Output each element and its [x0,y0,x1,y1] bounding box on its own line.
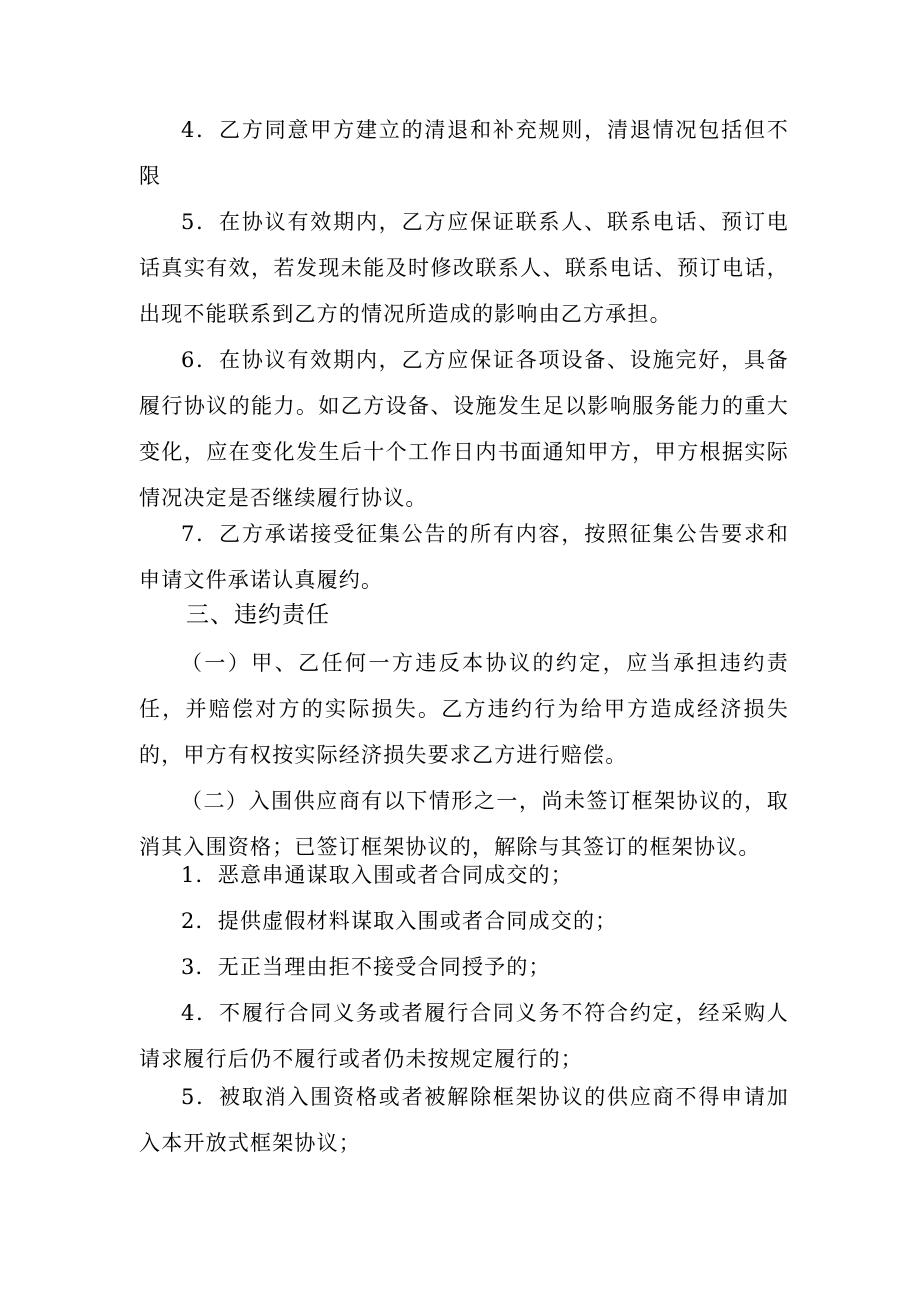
clause-4-paragraph: 4．乙方同意甲方建立的清退和补充规则，清退情况包括但不限 [139,118,789,188]
clause-5-paragraph: 5．在协议有效期内，乙方应保证联系人、联系电话、预订电话真实有效，若发现未能及时修改联系人、联系电话、预订电话，出现不能联系到乙方的情况所造成的影响由乙方承担。 [139,210,789,326]
case-3-paragraph: 3．无正当理由拒不接受合同授予的； [181,955,551,979]
breach-item-2-paragraph: （二）入围供应商有以下情形之一，尚未签订框架协议的，取消其入围资格；已签订框架协议的，解除与其签订的框架协议。 [139,789,789,859]
case-2-paragraph: 2．提供虚假材料谋取入围或者合同成交的； [181,909,618,933]
clause-6-paragraph: 6．在协议有效期内，乙方应保证各项设备、设施完好，具备履行协议的能力。如乙方设备、设施发生足以影响服务能力的重大变化，应在变化发生后十个工作日内书面通知甲方，甲方根据实际情况决定是否继续履行协议。 [139,348,789,510]
clause-7-paragraph: 7．乙方承诺接受征集公告的所有内容，按照征集公告要求和申请文件承诺认真履约。 [139,522,789,592]
section-heading-breach-liability: 三、违约责任 [186,602,330,628]
case-4-paragraph: 4．不履行合同义务或者履行合同义务不符合约定，经采购人请求履行后仍不履行或者仍未按规定履行的； [139,1001,789,1071]
case-1-paragraph: 1．恶意串通谋取入围或者合同成交的； [181,863,573,887]
breach-item-1-paragraph: （一）甲、乙任何一方违反本协议的约定，应当承担违约责任，并赔偿对方的实际损失。乙方违约行为给甲方造成经济损失的，甲方有权按实际经济损失要求乙方进行赔偿。 [139,651,789,767]
case-5-paragraph: 5．被取消入围资格或者被解除框架协议的供应商不得申请加入本开放式框架协议； [139,1085,789,1155]
